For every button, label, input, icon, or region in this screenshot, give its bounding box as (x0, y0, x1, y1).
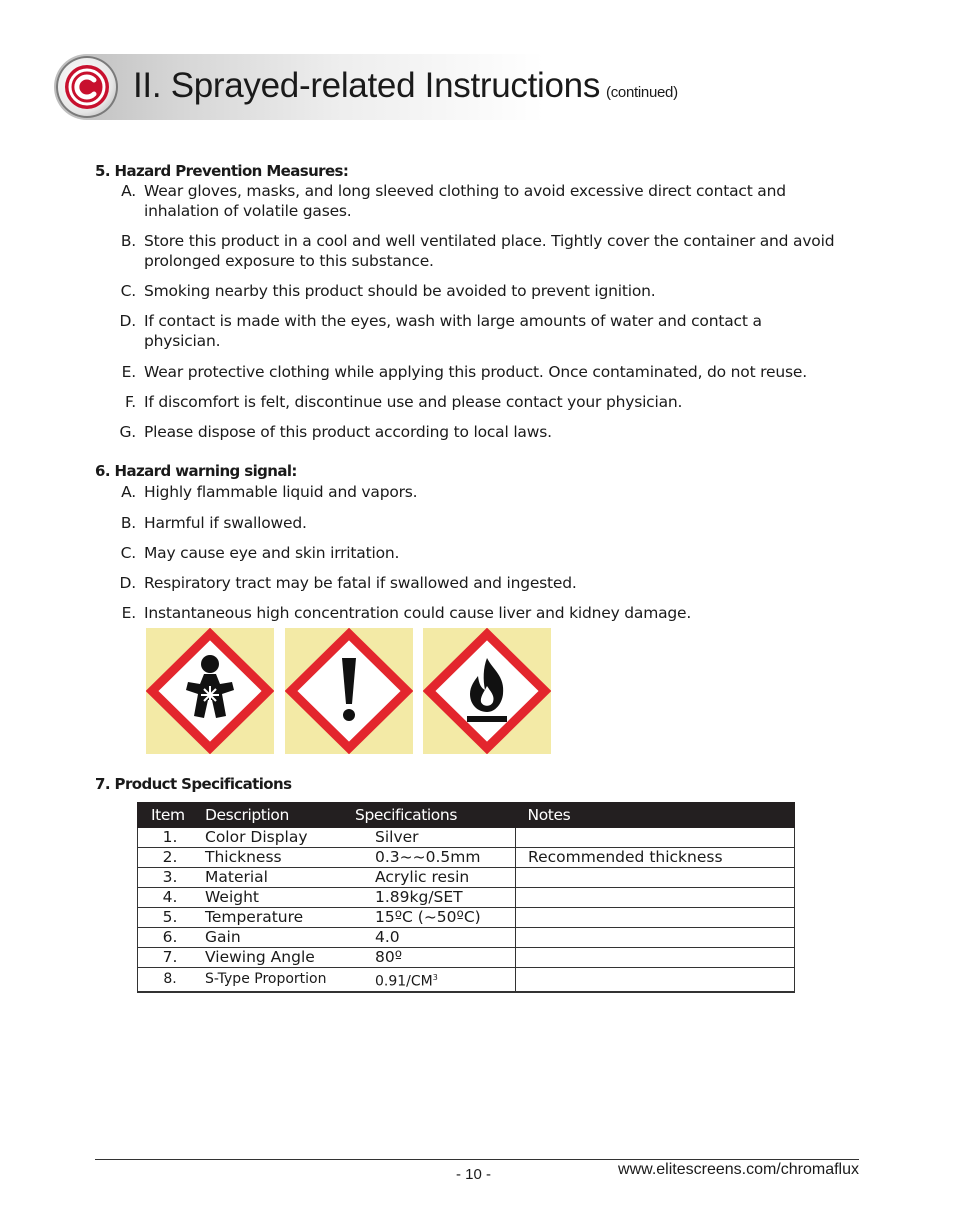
cell-specification: Silver (355, 828, 516, 848)
cell-note: Recommended thickness (516, 848, 796, 868)
brand-logo-icon (56, 56, 118, 118)
table-row (137, 848, 795, 868)
cell-description: S-Type Proportion (203, 968, 355, 993)
list-letter: D. (119, 574, 136, 592)
list-text: Harmful if swallowed. (144, 514, 307, 532)
footer-url[interactable]: www.elitescreens.com/chromaflux (618, 1161, 859, 1178)
cell-specification: 15ºC (~50ºC) (355, 908, 516, 928)
cell-specification: 4.0 (355, 928, 516, 948)
cell-note (516, 868, 796, 888)
list-item (114, 573, 854, 593)
table-row (137, 928, 795, 948)
list-item (114, 181, 854, 221)
spec-table (137, 802, 795, 993)
cell-note (516, 968, 796, 993)
cell-note (516, 888, 796, 908)
list-item (114, 513, 854, 533)
list-item (114, 422, 854, 442)
list-item (114, 231, 854, 271)
cell-note (516, 828, 796, 848)
footer-divider (95, 1159, 859, 1160)
table-row (137, 868, 795, 888)
flame-icon (423, 628, 551, 754)
spec-value: 0.91/CM (375, 973, 433, 990)
list-item (114, 482, 854, 502)
list-letter: A. (121, 182, 136, 200)
cell-description: Weight (203, 888, 355, 908)
table-row (137, 908, 795, 928)
cell-item: 7. (137, 948, 203, 968)
cell-item: 8. (137, 968, 203, 993)
list-text: If contact is made with the eyes, wash with large amounts of water and contact a physician. (144, 312, 762, 350)
list-letter: C. (120, 282, 136, 300)
cell-item: 6. (137, 928, 203, 948)
col-header-specifications: Specifications (355, 802, 516, 828)
list-text: Wear gloves, masks, and long sleeved clothing to avoid excessive direct contact and inhalation of volatile gases. (144, 182, 786, 220)
list-text: Respiratory tract may be fatal if swallowed and ingested. (144, 574, 577, 592)
list-letter: F. (125, 393, 136, 411)
cell-specification: 1.89kg/SET (355, 888, 516, 908)
health-hazard-icon (146, 628, 274, 754)
list-text: Please dispose of this product according to local laws. (144, 423, 552, 441)
cell-description: Gain (203, 928, 355, 948)
title-text: II. Sprayed-related Instructions (133, 66, 601, 105)
cell-item: 2. (137, 848, 203, 868)
list-item (114, 543, 854, 563)
col-header-description: Description (203, 802, 355, 828)
cell-specification (355, 968, 516, 993)
list-item (114, 281, 854, 301)
list-text: Smoking nearby this product should be avoided to prevent ignition. (144, 282, 656, 300)
cell-description: Temperature (203, 908, 355, 928)
cell-specification: Acrylic resin (355, 868, 516, 888)
list-letter: A. (121, 483, 136, 501)
cell-specification: 80º (355, 948, 516, 968)
list-item (114, 603, 854, 623)
cell-note (516, 928, 796, 948)
cell-item: 3. (137, 868, 203, 888)
cell-description: Color Display (203, 828, 355, 848)
exclamation-mark-icon (285, 628, 413, 754)
table-row (137, 888, 795, 908)
list-letter: B. (120, 232, 136, 250)
cell-item: 4. (137, 888, 203, 908)
list-letter: D. (119, 312, 136, 330)
list-item (114, 362, 854, 382)
list-text: If discomfort is felt, discontinue use and please contact your physician. (144, 393, 683, 411)
cell-description: Material (203, 868, 355, 888)
table-row (137, 948, 795, 968)
title-subtitle: (continued) (606, 84, 678, 101)
section-heading-hazard-warning: 6. Hazard warning signal: (95, 462, 297, 480)
section-heading-hazard-prevention: 5. Hazard Prevention Measures: (95, 162, 349, 180)
list-text: Wear protective clothing while applying this product. Once contaminated, do not reuse. (144, 363, 807, 381)
list-letter: C. (120, 544, 136, 562)
section-heading-product-specs: 7. Product Specifications (95, 775, 292, 793)
cell-note (516, 908, 796, 928)
cell-description: Viewing Angle (203, 948, 355, 968)
list-item (114, 311, 854, 351)
list-letter: E. (121, 604, 136, 622)
list-text: May cause eye and skin irritation. (144, 544, 400, 562)
cell-item: 1. (137, 828, 203, 848)
list-letter: E. (121, 363, 136, 381)
page-number: - 10 - (456, 1166, 492, 1183)
cell-specification: 0.3~~0.5mm (355, 848, 516, 868)
list-letter: G. (119, 423, 136, 441)
table-row (137, 828, 795, 848)
list-item (114, 392, 854, 412)
cell-description: Thickness (203, 848, 355, 868)
table-header-row (137, 802, 795, 828)
list-text: Store this product in a cool and well ventilated place. Tightly cover the container and avoid prolonged exposure to this substance. (144, 232, 835, 270)
cell-item: 5. (137, 908, 203, 928)
spec-superscript: 3 (432, 973, 438, 982)
page-title (133, 66, 678, 106)
list-text: Highly flammable liquid and vapors. (144, 483, 418, 501)
col-header-item: Item (137, 802, 203, 828)
col-header-notes: Notes (516, 802, 796, 828)
table-row (137, 968, 795, 993)
list-text: Instantaneous high concentration could cause liver and kidney damage. (144, 604, 692, 622)
cell-note (516, 948, 796, 968)
list-letter: B. (120, 514, 136, 532)
